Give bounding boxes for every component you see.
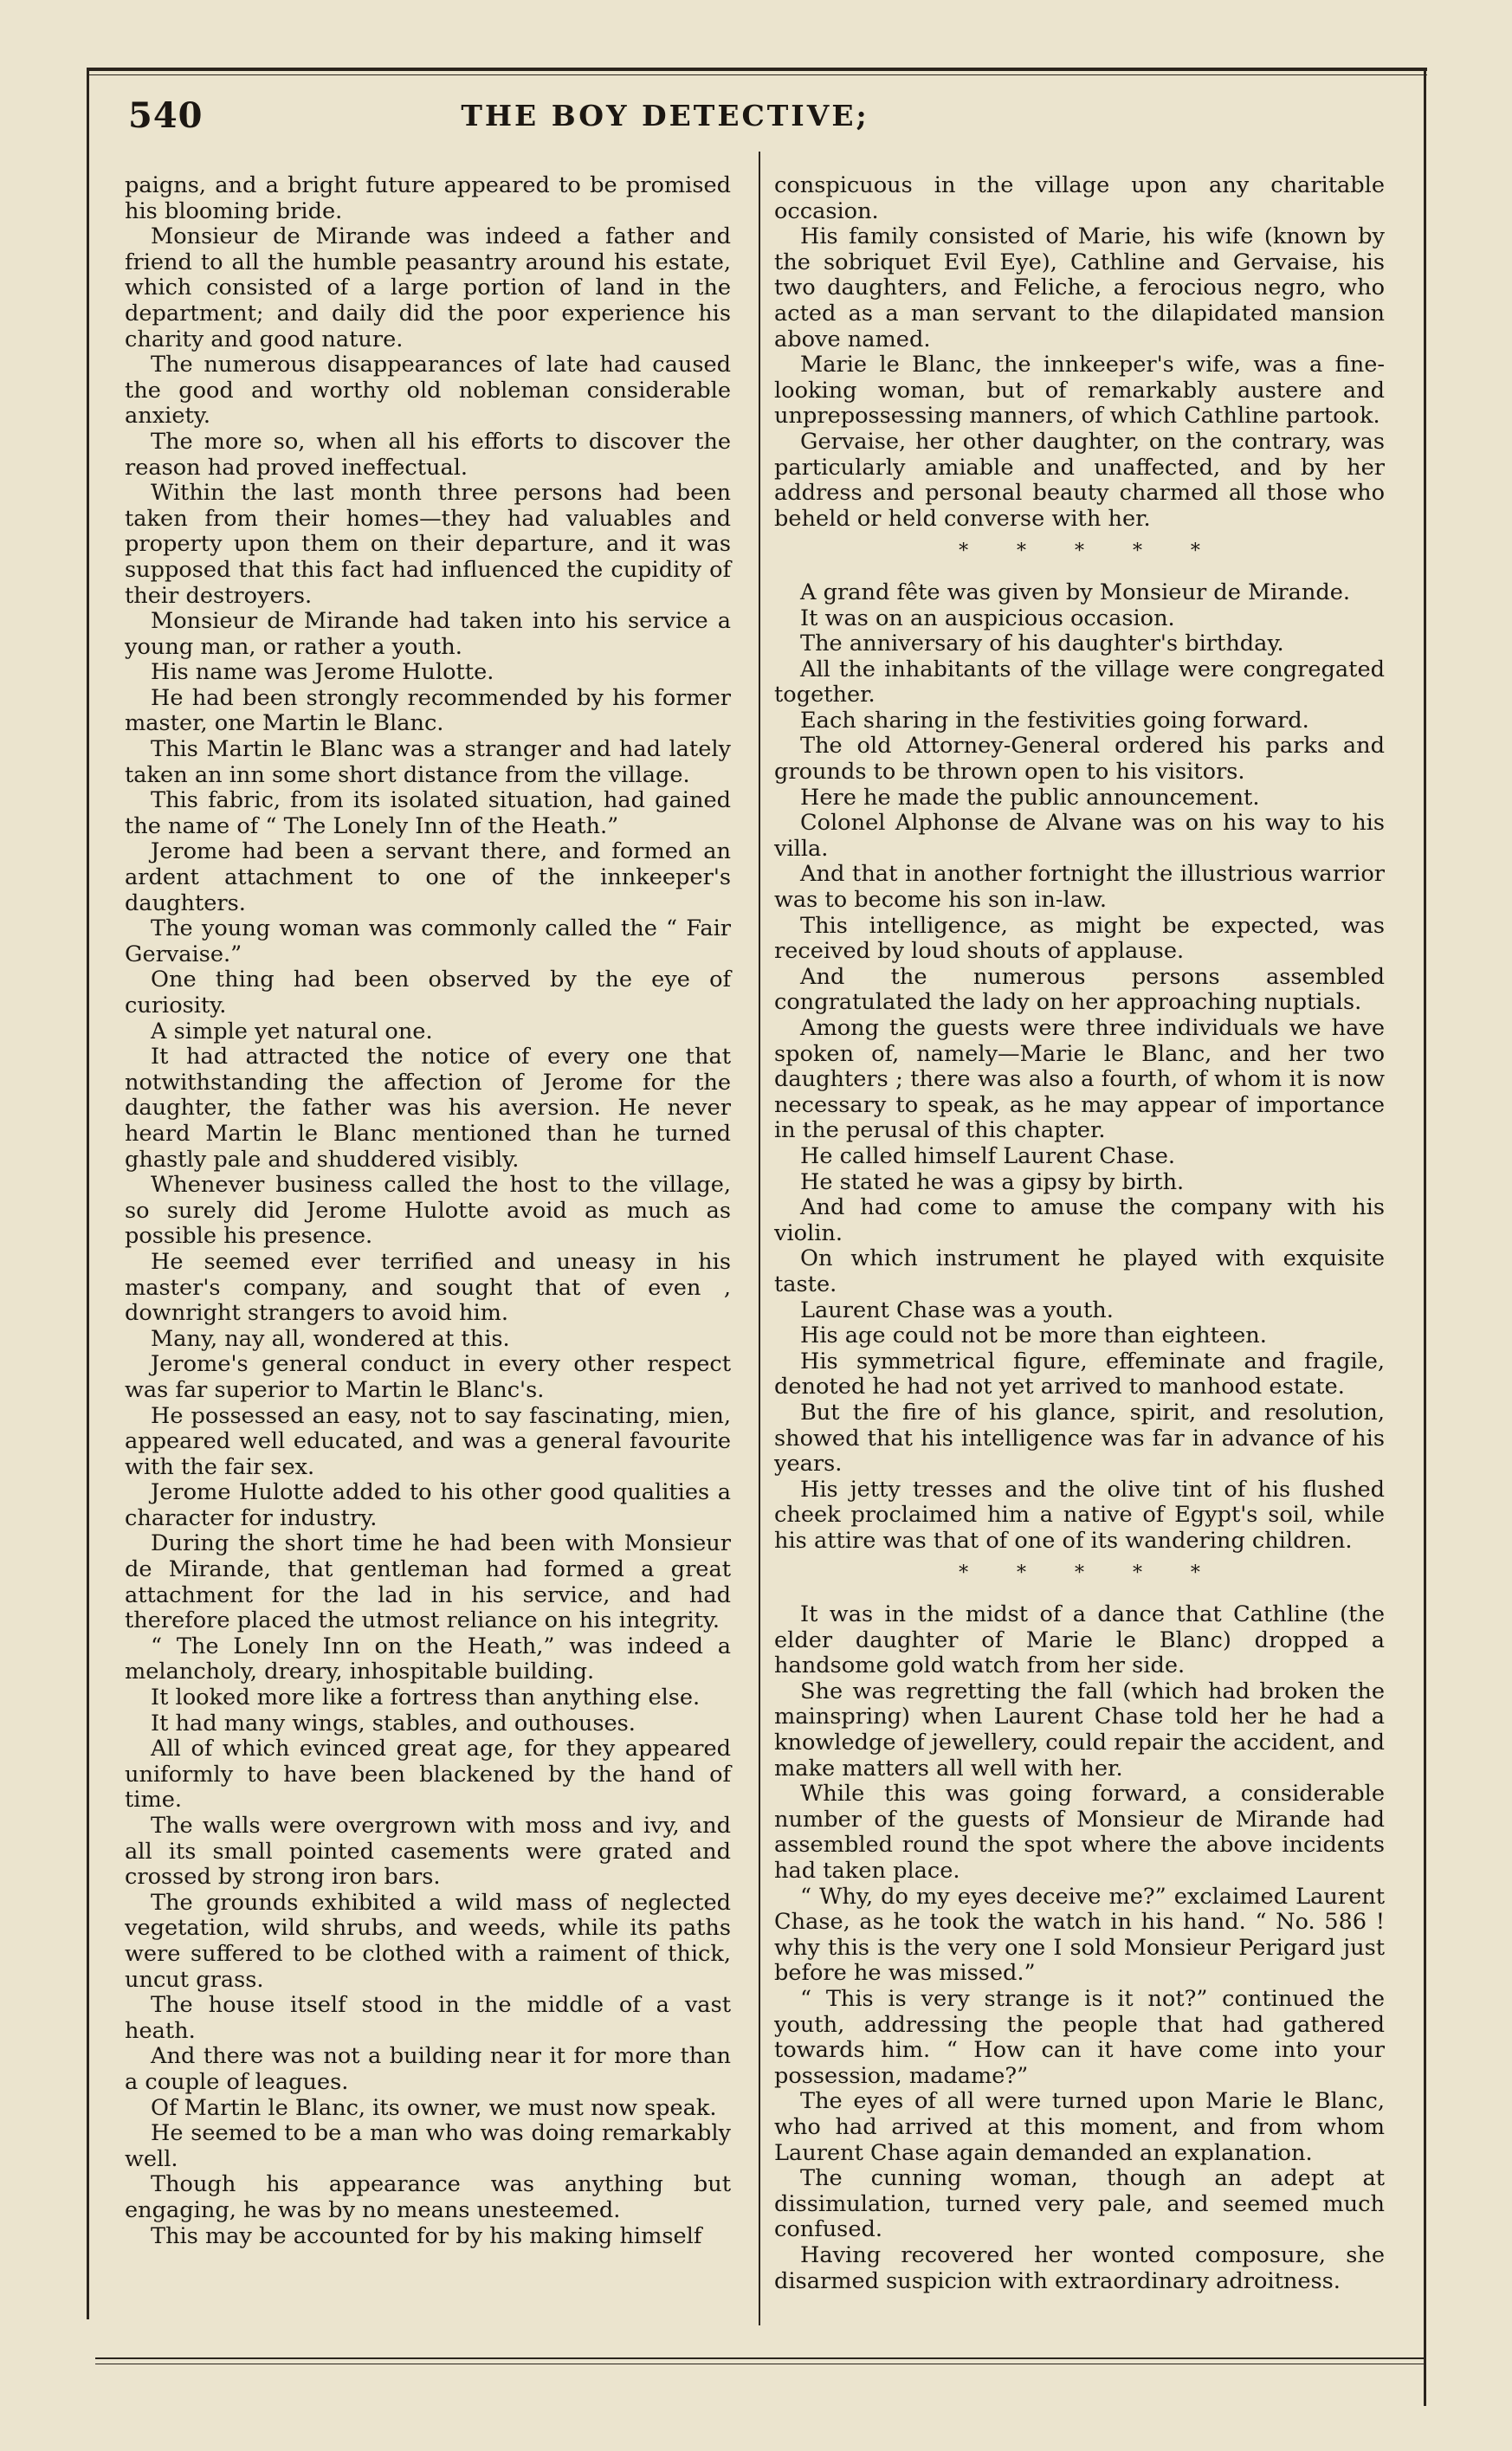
paragraph: “ Why, do my eyes deceive me?” exclaimed Laurent Chase, as he took the watch in his hand. “ No. 586 ! why this is the very one I sold Monsieur Perigard just before he was missed.”	[774, 1883, 1385, 1987]
paragraph: The walls were overgrown with moss and ivy, and all its small pointed casements were grated and crossed by strong iron bars.	[125, 1813, 731, 1891]
paragraph: While this was going forward, a considerable number of the guests of Monsieur de Mirande had assembled round the spot where the above incidents had taken place.	[774, 1781, 1385, 1884]
right-column-section-b	[774, 580, 1385, 1555]
paragraph: Each sharing in the festivities going forward.	[800, 707, 1309, 734]
running-head	[128, 95, 1401, 147]
paragraph: Marie le Blanc, the innkeeper's wife, was a fine-looking woman, but of remarkably austere and unprepossessing manners, of which Cathline partook.	[774, 352, 1385, 430]
paragraph: His name was Jerome Hulotte.	[151, 659, 494, 686]
right-column-section-c	[774, 1602, 1385, 2294]
top-rule-thin	[87, 74, 1427, 75]
paragraph: And the numerous persons assembled congratulated the lady on her approaching nuptials.	[774, 963, 1385, 1016]
paragraph: On which instrument he played with exquisite taste.	[774, 1245, 1385, 1297]
paragraph: The house itself stood in the middle of a vast heath.	[125, 1992, 731, 2044]
paragraph: Though his appearance was anything but engaging, he was by no means unesteemed.	[125, 2171, 731, 2223]
paragraph: Here he made the public announcement.	[800, 784, 1260, 811]
paragraph: This Martin le Blanc was a stranger and had lately taken an inn some short distance from the village.	[125, 736, 731, 788]
paragraph: It had many wings, stables, and outhouses.	[151, 1710, 636, 1736]
paragraph: He had been strongly recommended by his former master, one Martin le Blanc.	[125, 684, 731, 737]
paragraph: Monsieur de Mirande was indeed a father and friend to all the humble peasantry around his estate, which consisted of a large portion of land in the department; and daily did the poor experience his charity and good nature.	[125, 223, 731, 352]
paragraph: This intelligence, as might be expected, was received by loud shouts of applause.	[774, 912, 1385, 965]
paragraph: A grand fête was given by Monsieur de Mirande.	[800, 579, 1351, 605]
paragraph: “ The Lonely Inn on the Heath,” was indeed a melancholy, dreary, inhospitable building.	[125, 1633, 731, 1685]
paragraph: And had come to amuse the company with his violin.	[774, 1194, 1385, 1246]
right-column	[774, 173, 1385, 2294]
paragraph: All the inhabitants of the village were congregated together.	[774, 656, 1385, 708]
paragraph: He seemed to be a man who was doing remarkably well.	[125, 2120, 731, 2172]
paragraph: Jerome Hulotte added to his other good qualities a character for industry.	[125, 1479, 731, 1531]
column-divider-rule	[759, 152, 760, 2325]
paragraph: All of which evinced great age, for they appeared uniformly to have been blackened by the hand of time.	[125, 1736, 731, 1814]
left-column	[125, 173, 731, 2249]
paragraph: Within the last month three persons had been taken from their homes—they had valuables and property upon them on their departure, and it was supposed that this fact had influenced the cupidity of their destroyers.	[125, 480, 731, 609]
section-separator: * * * * *	[959, 1562, 1200, 1585]
paragraph: Of Martin le Blanc, its owner, we must now speak.	[151, 2094, 717, 2121]
paragraph: During the short time he had been with Monsieur de Mirande, that gentleman had formed a great attachment for the lad in his service, and had therefore placed the utmost reliance on his integrity.	[125, 1530, 731, 1634]
right-border-rule	[1424, 68, 1426, 2406]
paragraph: The old Attorney-General ordered his parks and grounds to be thrown open to his visitors.	[774, 733, 1385, 786]
bottom-rule	[95, 2357, 1425, 2359]
right-column-section-a	[774, 173, 1385, 532]
top-rule	[87, 68, 1427, 71]
paragraph: “ This is very strange is it not?” continued the youth, addressing the people that had gathered towards him. “ How can it have come into your possession, madame?”	[774, 1985, 1385, 2089]
paragraph: The grounds exhibited a wild mass of neglected vegetation, wild shrubs, and weeds, while its paths were suffered to be clothed with a raiment of thick, uncut grass.	[125, 1889, 731, 1993]
paragraph: And there was not a building near it for more than a couple of leagues.	[125, 2043, 731, 2095]
paragraph: This may be accounted for by his making himself	[151, 2222, 702, 2249]
paragraph: The numerous disappearances of late had caused the good and worthy old nobleman considerable anxiety.	[125, 352, 731, 430]
paragraph: His family consisted of Marie, his wife (known by the sobriquet Evil Eye), Cathline and Gervaise, his two daughters, and Feliche, a ferocious negro, who acted as a man servant to the dilapidated mansion above named.	[774, 223, 1385, 352]
paragraph: His symmetrical figure, effeminate and fragile, denoted he had not yet arrived to manhood estate.	[774, 1348, 1385, 1400]
paragraph: Laurent Chase was a youth.	[800, 1297, 1114, 1323]
paragraph: She was regretting the fall (which had broken the mainspring) when Laurent Chase told her he had a knowledge of jewellery, could repair the accident, and make matters all well with her.	[774, 1678, 1385, 1782]
paragraph: Jerome had been a servant there, and formed an ardent attachment to one of the innkeeper's daughters.	[125, 838, 731, 916]
paragraph: But the fire of his glance, spirit, and resolution, showed that his intelligence was far in advance of his years.	[774, 1399, 1385, 1478]
paragraph: Monsieur de Mirande had taken into his service a young man, or rather a youth.	[125, 608, 731, 660]
paragraph: Gervaise, her other daughter, on the contrary, was particularly amiable and unaffected, and by her address and personal beauty charmed all those who beheld or held converse with her.	[774, 428, 1385, 532]
paragraph: His jetty tresses and the olive tint of his flushed cheek proclaimed him a native of Egypt's soil, while his attire was that of one of its wandering children.	[774, 1476, 1385, 1554]
paragraph: The more so, when all his efforts to discover the reason had proved ineffectual.	[125, 428, 731, 481]
paragraph: He possessed an easy, not to say fascinating, mien, appeared well educated, and was a general favourite with the fair sex.	[125, 1402, 731, 1480]
paragraph: This fabric, from its isolated situation, had gained the name of “ The Lonely Inn of the Heath.”	[125, 787, 731, 839]
paragraph: Among the guests were three individuals we have spoken of, namely—Marie le Blanc, and her two daughters ; there was also a fourth, of whom it is now necessary to speak, as he may appear of importance in the perusal of this chapter.	[774, 1015, 1385, 1144]
paragraph: The anniversary of his daughter's birthday.	[800, 631, 1284, 657]
paragraph: A simple yet natural one.	[151, 1018, 433, 1044]
paragraph: His age could not be more than eighteen.	[800, 1323, 1267, 1349]
paragraph: Whenever business called the host to the village, so surely did Jerome Hulotte avoid as much as possible his presence.	[125, 1172, 731, 1250]
paragraph: He stated he was a gipsy by birth.	[800, 1168, 1185, 1195]
paragraph: Having recovered her wonted composure, she disarmed suspicion with extraordinary adroitness.	[774, 2241, 1385, 2294]
paragraph: conspicuous in the village upon any charitable occasion.	[774, 172, 1385, 224]
paragraph: Jerome's general conduct in every other respect was far superior to Martin le Blanc's.	[125, 1351, 731, 1403]
running-title: THE BOY DETECTIVE;	[461, 99, 869, 133]
paragraph: It had attracted the notice of every one that notwithstanding the affection of Jerome for the daughter, the father was his aversion. He never heard Martin le Blanc mentioned than he turned ghastly pale and shuddered visibly.	[125, 1044, 731, 1173]
section-separator: * * * * *	[959, 540, 1200, 563]
paragraph: It was in the midst of a dance that Cathline (the elder daughter of Marie le Blanc) dropped a handsome gold watch from her side.	[774, 1601, 1385, 1679]
left-border-rule	[87, 68, 89, 2319]
paragraph: The eyes of all were turned upon Marie le Blanc, who had arrived at this moment, and from whom Laurent Chase again demanded an explanation.	[774, 2088, 1385, 2166]
paragraph: He called himself Laurent Chase.	[800, 1142, 1176, 1169]
paragraph: It was on an auspicious occasion.	[800, 605, 1175, 631]
paragraph: One thing had been observed by the eye of curiosity.	[125, 967, 731, 1019]
paragraph: The young woman was commonly called the “ Fair Gervaise.”	[125, 915, 731, 967]
page-number: 540	[128, 95, 204, 136]
paragraph: The cunning woman, though an adept at dissimulation, turned very pale, and seemed much confused.	[774, 2165, 1385, 2243]
paragraph: Colonel Alphonse de Alvane was on his way to his villa.	[774, 810, 1385, 862]
paragraph: paigns, and a bright future appeared to be promised his blooming bride.	[125, 172, 731, 224]
paragraph: Many, nay all, wondered at this.	[151, 1325, 510, 1352]
paragraph: It looked more like a fortress than anything else.	[151, 1685, 701, 1711]
paragraph: And that in another fortnight the illustrious warrior was to become his son in-law.	[774, 861, 1385, 914]
paragraph: He seemed ever terrified and uneasy in his master's company, and sought that of even , downright strangers to avoid him.	[125, 1248, 731, 1327]
